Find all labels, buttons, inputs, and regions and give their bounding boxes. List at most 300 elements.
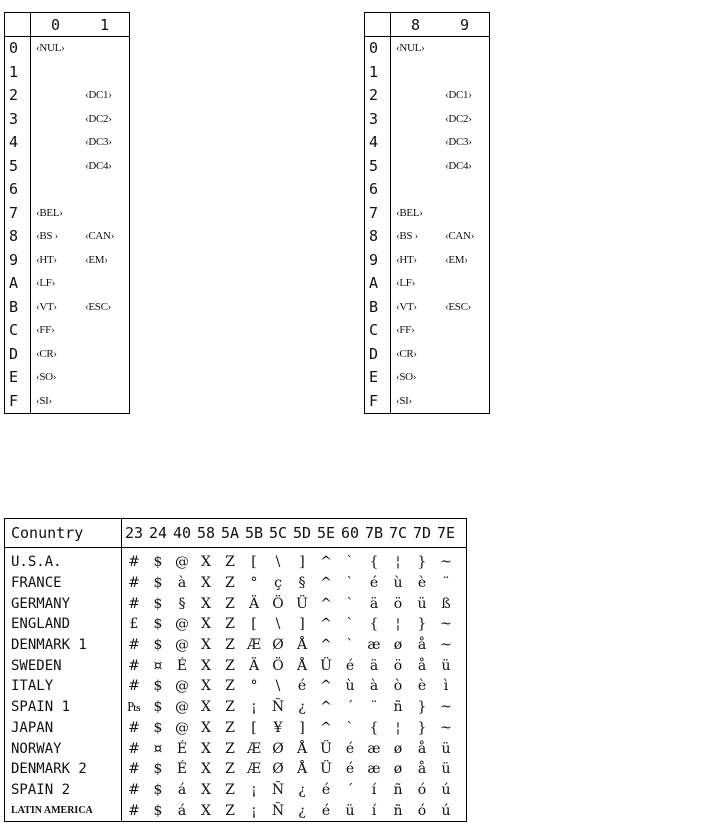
char-cell: X <box>201 616 211 633</box>
char-cell: è <box>417 678 427 695</box>
column-header: 9 <box>459 15 470 34</box>
char-cell: ] <box>299 719 305 736</box>
row-header: 4 <box>365 131 391 155</box>
char-cell: ó <box>417 802 427 819</box>
table-row <box>5 131 130 155</box>
row-header: 6 <box>5 178 31 202</box>
char-cell: ú <box>441 781 451 798</box>
row-header: A <box>365 272 391 296</box>
code-cell <box>80 178 130 202</box>
char-cell: Z <box>225 657 235 674</box>
row-header: 5 <box>365 155 391 179</box>
table-row <box>5 225 130 249</box>
country-name: SPAIN 1 <box>5 697 122 718</box>
char-cell: ü <box>441 657 451 674</box>
char-cell: å <box>417 761 427 778</box>
code-cell <box>440 61 490 85</box>
country-name: JAPAN <box>5 718 122 739</box>
char-cell: Ñ <box>271 802 285 819</box>
table-row <box>365 272 490 296</box>
code-column-header: 5C <box>266 519 290 548</box>
char-cell: Ö <box>272 657 284 674</box>
char-cell: ¿ <box>298 802 306 819</box>
char-cell: $ <box>153 699 163 716</box>
char-cell: ç <box>274 575 282 592</box>
char-cell: @ <box>175 678 189 695</box>
spacer-cell <box>458 548 467 573</box>
code-cell: ‹CAN› <box>85 230 115 243</box>
table-row <box>5 718 467 739</box>
code-column-header: 7C <box>386 519 410 548</box>
code-cell <box>80 202 130 226</box>
table-row <box>5 614 467 635</box>
country-name: SPAIN 2 <box>5 780 122 801</box>
char-cell: ~ <box>440 554 452 571</box>
char-cell: ¤ <box>153 657 163 674</box>
code-cell <box>391 61 441 85</box>
code-cell <box>391 84 441 108</box>
code-cell: ‹CR› <box>36 347 57 360</box>
char-cell: Ä <box>248 657 260 674</box>
table-row <box>5 573 467 594</box>
code-cell <box>31 178 81 202</box>
table-row <box>5 202 130 226</box>
spacer-cell <box>458 718 467 739</box>
char-cell: ´ <box>346 781 354 798</box>
char-cell: Z <box>225 761 235 778</box>
code-cell: ‹BS › <box>396 230 419 243</box>
table-row <box>5 759 467 780</box>
table-row <box>5 800 467 821</box>
char-cell: @ <box>175 699 189 716</box>
char-cell: Ñ <box>271 699 285 716</box>
char-cell: Ø <box>272 637 284 654</box>
char-cell: Z <box>225 802 235 819</box>
table-row <box>5 780 467 801</box>
char-cell: [ <box>251 554 257 571</box>
code-cell: ‹EM› <box>445 253 468 266</box>
row-header: F <box>365 390 391 414</box>
code-cell: ‹BS › <box>36 230 59 243</box>
char-cell: Z <box>225 616 235 633</box>
code-cell <box>80 61 130 85</box>
code-column-header: 7E <box>434 519 458 548</box>
spacer-cell <box>458 655 467 676</box>
spacer-cell <box>458 738 467 759</box>
char-cell: í <box>371 802 377 819</box>
table-header-row <box>5 519 467 548</box>
table-header-row <box>365 13 490 37</box>
code-cell: ‹DC3› <box>445 136 472 149</box>
char-cell: é <box>345 761 355 778</box>
row-header: 2 <box>365 84 391 108</box>
char-cell: é <box>345 740 355 757</box>
char-cell: Ø <box>272 740 284 757</box>
char-cell: í <box>371 781 377 798</box>
code-cell: ‹DC4› <box>445 159 472 172</box>
char-cell: $ <box>153 616 163 633</box>
char-cell: Ü <box>320 657 332 674</box>
row-header: E <box>365 366 391 390</box>
table-row <box>5 390 130 414</box>
char-cell: ¦ <box>395 616 401 633</box>
row-header: 0 <box>5 37 31 61</box>
char-cell: ü <box>345 802 355 819</box>
row-header: 6 <box>365 178 391 202</box>
row-header: E <box>5 366 31 390</box>
char-cell: ñ <box>393 699 403 716</box>
table-row <box>365 249 490 273</box>
char-cell: Ü <box>320 761 332 778</box>
table-row <box>365 390 490 414</box>
code-cell <box>391 108 441 132</box>
code-cell: ‹HT› <box>396 253 417 266</box>
char-cell: # <box>128 657 140 674</box>
char-cell: å <box>417 657 427 674</box>
row-header: 7 <box>365 202 391 226</box>
char-cell: ü <box>441 761 451 778</box>
char-cell: Ö <box>272 595 284 612</box>
char-cell: ü <box>441 740 451 757</box>
char-cell: ` <box>346 719 354 736</box>
char-cell: # <box>128 678 140 695</box>
char-cell: ~ <box>440 719 452 736</box>
char-cell: $ <box>153 781 163 798</box>
table-row <box>5 548 467 573</box>
row-header: 9 <box>5 249 31 273</box>
char-cell: Z <box>225 575 235 592</box>
table-row <box>365 366 490 390</box>
code-cell <box>80 366 130 390</box>
row-header: C <box>5 319 31 343</box>
char-cell: à <box>177 575 187 592</box>
code-cell: ‹SI› <box>396 394 412 407</box>
table-row <box>5 272 130 296</box>
table-row <box>365 84 490 108</box>
char-cell: ^ <box>320 637 332 654</box>
char-cell: É <box>176 657 188 674</box>
char-cell: ù <box>345 678 355 695</box>
row-header: A <box>5 272 31 296</box>
code-cell: ‹ESC› <box>445 300 472 313</box>
char-cell: ä <box>369 595 379 612</box>
char-cell: { <box>369 719 379 736</box>
control-code-table-right <box>364 12 490 414</box>
code-cell <box>440 319 490 343</box>
spacer-cell <box>458 573 467 594</box>
code-column-header: 24 <box>146 519 170 548</box>
char-cell: ` <box>346 637 354 654</box>
char-cell: [ <box>251 616 257 633</box>
table-row <box>5 249 130 273</box>
char-cell: ö <box>393 657 403 674</box>
code-cell: ‹CAN› <box>445 230 475 243</box>
table-row <box>5 676 467 697</box>
spacer-cell <box>458 635 467 656</box>
code-cell: ‹NUL› <box>396 42 425 55</box>
column-header: 8 <box>410 15 421 34</box>
char-cell: å <box>417 637 427 654</box>
char-cell: ^ <box>320 554 332 571</box>
char-cell: Z <box>225 678 235 695</box>
char-cell: ø <box>393 740 403 757</box>
code-cell <box>80 390 130 414</box>
char-cell: ] <box>299 616 305 633</box>
code-cell: ‹NUL› <box>36 42 65 55</box>
char-cell: { <box>369 554 379 571</box>
char-cell: Æ <box>246 761 261 778</box>
row-header: 8 <box>5 225 31 249</box>
row-header: B <box>365 296 391 320</box>
char-cell: X <box>201 740 211 757</box>
table-row <box>5 655 467 676</box>
country-name: DENMARK 1 <box>5 635 122 656</box>
table-row <box>5 366 130 390</box>
row-header: D <box>365 343 391 367</box>
char-cell: à <box>369 678 379 695</box>
code-column-header: 5E <box>314 519 338 548</box>
code-cell: ‹LF› <box>36 277 55 290</box>
code-cell <box>80 319 130 343</box>
char-cell: Å <box>296 657 308 674</box>
spacer-cell <box>458 519 467 548</box>
char-cell: ^ <box>320 719 332 736</box>
table-row <box>5 61 130 85</box>
table-row <box>5 84 130 108</box>
char-cell: X <box>201 761 211 778</box>
char-cell: ° <box>250 678 258 695</box>
row-header: 3 <box>365 108 391 132</box>
char-cell: ø <box>393 637 403 654</box>
international-character-table <box>4 518 467 822</box>
country-name: ENGLAND <box>5 614 122 635</box>
spacer-cell <box>458 759 467 780</box>
code-column-header: 40 <box>170 519 194 548</box>
char-cell: ´ <box>346 699 354 716</box>
char-cell: ø <box>393 761 403 778</box>
char-cell: Æ <box>246 740 261 757</box>
code-cell <box>440 272 490 296</box>
code-column-header: 7B <box>362 519 386 548</box>
table-row <box>5 697 467 718</box>
spacer-cell <box>458 697 467 718</box>
char-cell: \ <box>275 554 281 571</box>
row-header: C <box>365 319 391 343</box>
char-cell: ¡ <box>251 699 257 716</box>
char-cell: $ <box>153 678 163 695</box>
char-cell: é <box>369 575 379 592</box>
country-name: U.S.A. <box>5 548 122 573</box>
row-header: D <box>5 343 31 367</box>
spacer-cell <box>458 800 467 821</box>
code-cell: ‹CR› <box>396 347 417 360</box>
row-header: 5 <box>5 155 31 179</box>
char-cell: X <box>201 637 211 654</box>
code-cell: ‹DC3› <box>85 136 112 149</box>
char-cell: $ <box>153 719 163 736</box>
char-cell: } <box>417 699 427 716</box>
char-cell: ù <box>393 575 403 592</box>
code-cell <box>31 155 81 179</box>
code-cell: ‹DC2› <box>85 112 112 125</box>
row-header: B <box>5 296 31 320</box>
country-name: LATIN AMERICA <box>5 800 122 821</box>
char-cell: Ä <box>248 595 260 612</box>
char-cell: ¡ <box>251 781 257 798</box>
row-header: 7 <box>5 202 31 226</box>
code-cell <box>440 390 490 414</box>
spacer-cell <box>458 614 467 635</box>
char-cell: Æ <box>246 637 261 654</box>
table-row <box>365 202 490 226</box>
table-header-row <box>5 13 130 37</box>
table-row <box>365 319 490 343</box>
char-cell: ¤ <box>153 740 163 757</box>
char-cell: { <box>369 616 379 633</box>
table-row <box>365 225 490 249</box>
char-cell: ¿ <box>298 699 306 716</box>
code-column-header: 5B <box>242 519 266 548</box>
code-cell: ‹BEL› <box>396 206 423 219</box>
char-cell: @ <box>175 637 189 654</box>
char-cell: # <box>128 802 140 819</box>
char-cell: ò <box>393 678 403 695</box>
char-cell: Z <box>225 554 235 571</box>
char-cell: $ <box>153 637 163 654</box>
code-cell: ‹VT› <box>396 300 417 313</box>
table-row <box>5 343 130 367</box>
char-cell: Å <box>296 740 308 757</box>
table-row <box>5 319 130 343</box>
spacer-cell <box>458 676 467 697</box>
char-cell: £ <box>129 616 139 633</box>
char-cell: ` <box>346 554 354 571</box>
char-cell: # <box>128 781 140 798</box>
country-name: FRANCE <box>5 573 122 594</box>
code-cell <box>31 84 81 108</box>
char-cell: $ <box>153 802 163 819</box>
country-name: ITALY <box>5 676 122 697</box>
char-cell: # <box>128 575 140 592</box>
char-cell: ö <box>393 595 403 612</box>
control-code-table-left <box>4 12 130 414</box>
char-cell: ~ <box>440 616 452 633</box>
char-cell: Z <box>225 719 235 736</box>
row-header: 9 <box>365 249 391 273</box>
char-cell: @ <box>175 616 189 633</box>
table-row <box>5 296 130 320</box>
char-cell: X <box>201 678 211 695</box>
char-cell: ¿ <box>298 781 306 798</box>
char-cell: Z <box>225 637 235 654</box>
code-cell <box>440 343 490 367</box>
char-cell: ` <box>346 575 354 592</box>
char-cell: ] <box>299 554 305 571</box>
char-cell: Ü <box>296 595 308 612</box>
char-cell: § <box>298 575 306 592</box>
char-cell: Z <box>225 781 235 798</box>
code-cell: ‹SO› <box>36 371 57 384</box>
row-header: 4 <box>5 131 31 155</box>
char-cell: ^ <box>320 699 332 716</box>
code-cell: ‹SO› <box>396 371 417 384</box>
code-column-header: 5A <box>218 519 242 548</box>
char-cell: ₧ <box>127 699 141 716</box>
char-cell: Ü <box>320 740 332 757</box>
code-column-header: 60 <box>338 519 362 548</box>
char-cell: $ <box>153 761 163 778</box>
row-header: 0 <box>365 37 391 61</box>
code-cell <box>31 108 81 132</box>
code-cell: ‹FF› <box>36 324 55 337</box>
char-cell: ¨ <box>442 575 450 592</box>
char-cell: # <box>128 761 140 778</box>
code-cell: ‹DC1› <box>85 89 112 102</box>
row-header: 2 <box>5 84 31 108</box>
code-cell <box>80 37 130 61</box>
code-cell <box>440 202 490 226</box>
corner-cell <box>365 13 391 37</box>
char-cell: § <box>178 595 186 612</box>
char-cell: ^ <box>320 595 332 612</box>
char-cell: É <box>176 761 188 778</box>
char-cell: é <box>297 678 307 695</box>
char-cell: \ <box>275 616 281 633</box>
char-cell: ú <box>441 802 451 819</box>
char-cell: } <box>417 616 427 633</box>
char-cell: X <box>201 657 211 674</box>
code-cell: ‹SI› <box>36 394 52 407</box>
char-cell: ^ <box>320 616 332 633</box>
code-cell: ‹DC2› <box>445 112 472 125</box>
table-row <box>5 178 130 202</box>
char-cell: ` <box>346 595 354 612</box>
code-cell: ‹DC1› <box>445 89 472 102</box>
table-row <box>365 37 490 61</box>
column-header: 1 <box>99 15 110 34</box>
code-column-header: 7D <box>410 519 434 548</box>
char-cell: å <box>417 740 427 757</box>
char-cell: $ <box>153 595 163 612</box>
code-cell <box>391 131 441 155</box>
code-column-header: 5D <box>290 519 314 548</box>
char-cell: é <box>321 781 331 798</box>
char-cell: ~ <box>440 637 452 654</box>
row-header: 1 <box>5 61 31 85</box>
table-row <box>5 37 130 61</box>
table-row <box>5 155 130 179</box>
table-row <box>365 61 490 85</box>
code-cell <box>440 37 490 61</box>
char-cell: \ <box>275 678 281 695</box>
row-header: 3 <box>5 108 31 132</box>
code-cell <box>31 131 81 155</box>
char-cell: æ <box>367 740 381 757</box>
char-cell: Ñ <box>271 781 285 798</box>
char-cell: X <box>201 595 211 612</box>
char-cell: ^ <box>320 575 332 592</box>
char-cell: # <box>128 719 140 736</box>
char-cell: @ <box>175 719 189 736</box>
table-row <box>365 343 490 367</box>
country-name: GERMANY <box>5 593 122 614</box>
code-column-header: 23 <box>122 519 147 548</box>
table-row <box>365 155 490 179</box>
table-row <box>5 108 130 132</box>
code-cell: ‹VT› <box>36 300 57 313</box>
code-cell: ‹DC4› <box>85 159 112 172</box>
char-cell: $ <box>153 575 163 592</box>
